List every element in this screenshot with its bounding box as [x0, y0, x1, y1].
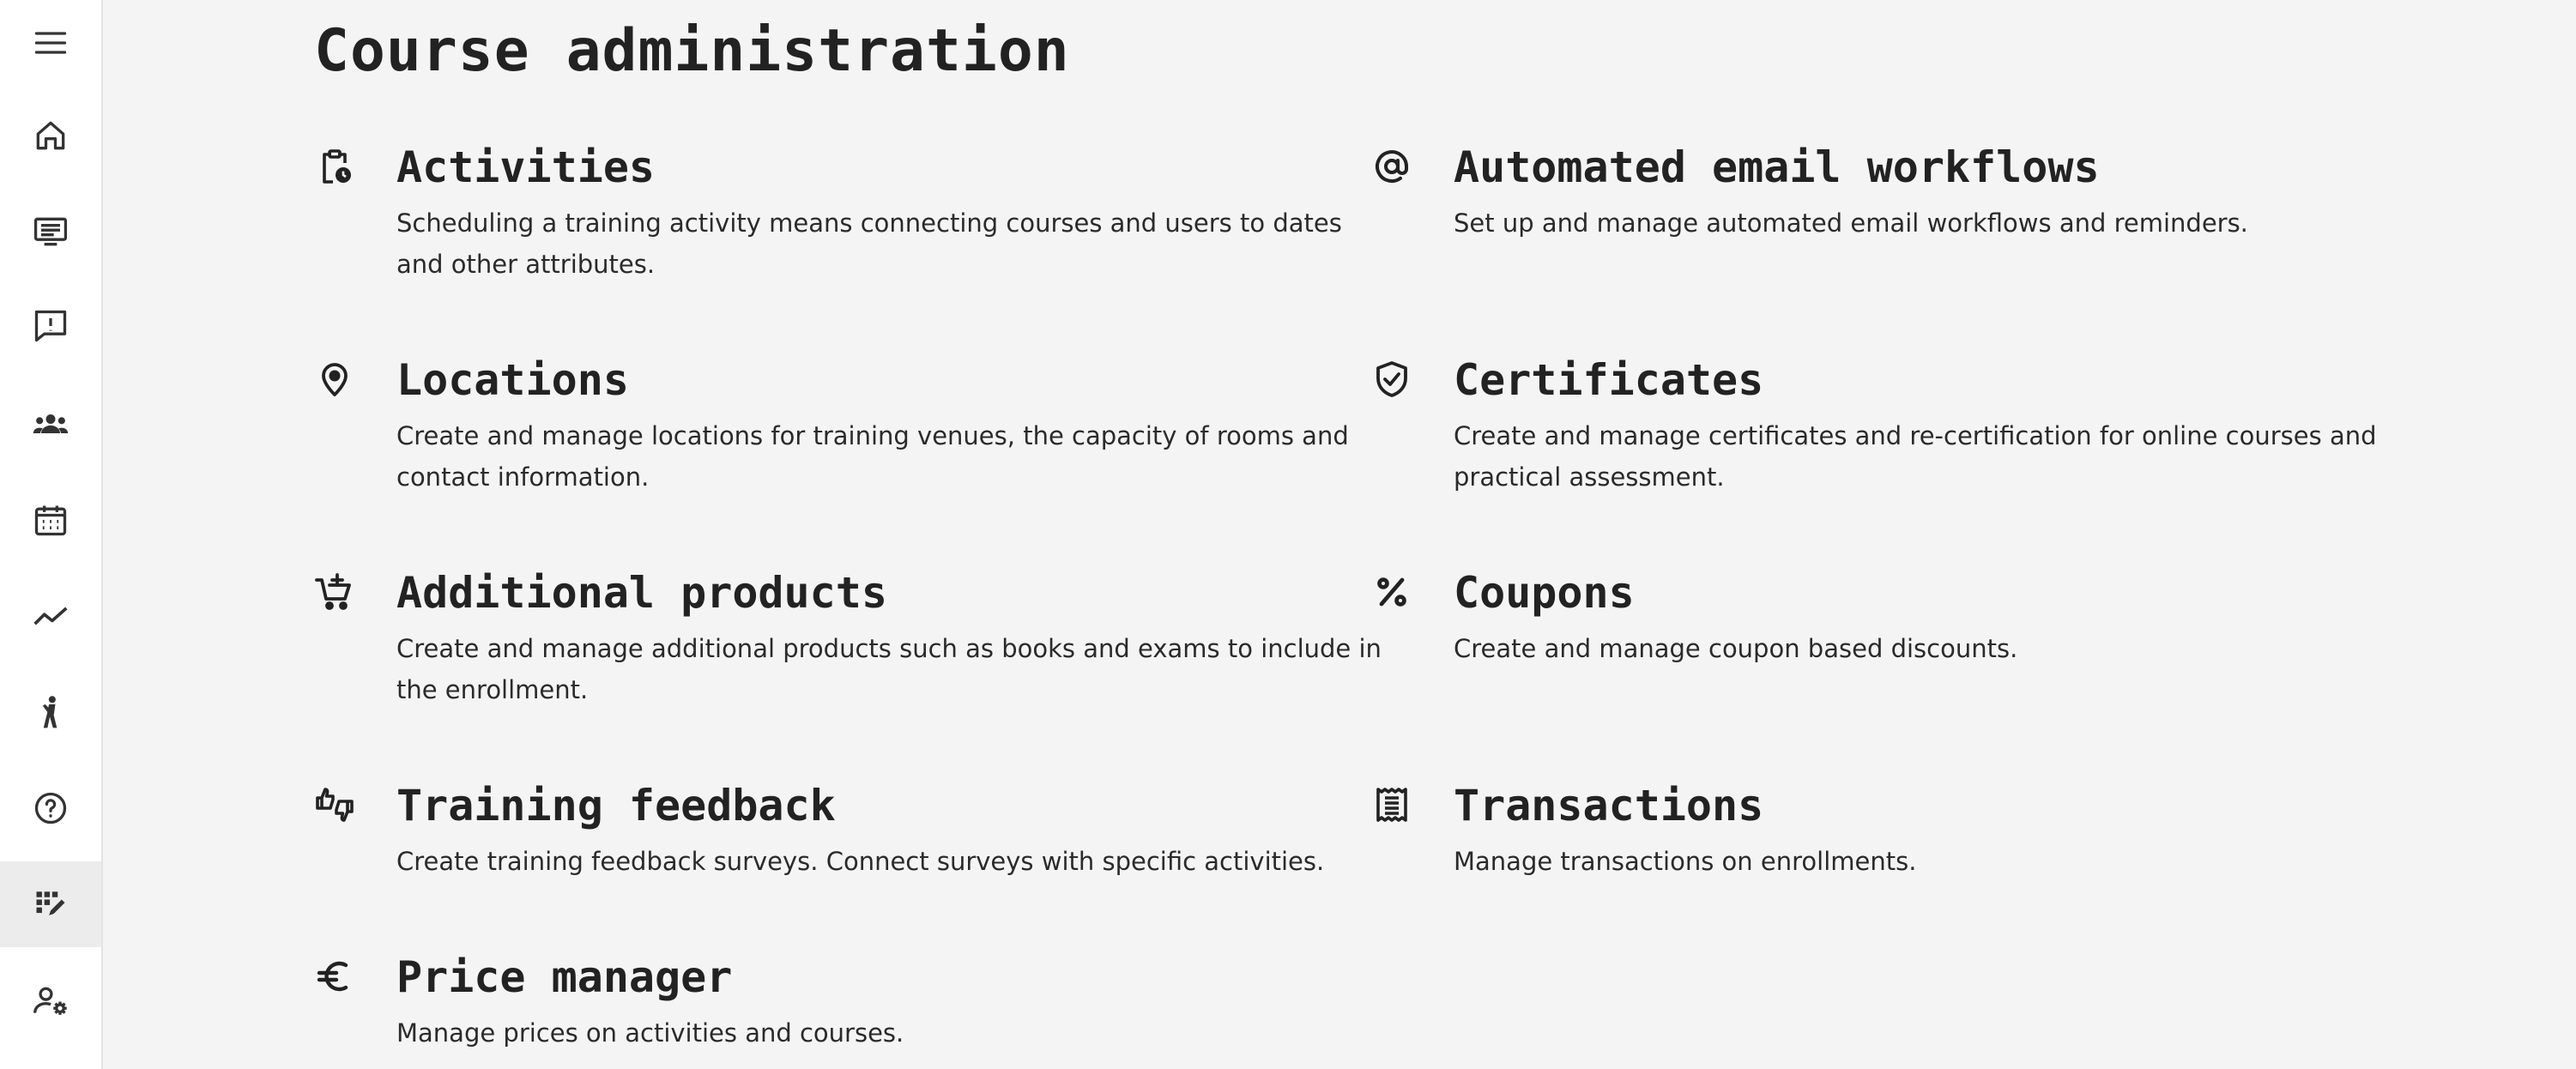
- page-title: Course administration: [314, 17, 1070, 85]
- card-description: Create and manage locations for training venues, the capacity of rooms and contact information.: [396, 421, 1349, 492]
- location-pin-icon: [314, 359, 355, 400]
- cart-add-icon: [314, 571, 355, 613]
- card-description: Create and manage additional products such as books and exams to include in the enrollment.: [396, 634, 1382, 704]
- card-title: Training feedback: [396, 781, 836, 830]
- help-icon: [32, 789, 70, 827]
- card-description: Create and manage certificates and re-certification for online courses and practical assessment.: [1454, 421, 2377, 492]
- shield-check-icon: [1371, 359, 1412, 400]
- user-settings-icon: [32, 981, 70, 1019]
- menu-icon: [32, 24, 70, 62]
- course-admin-icon: [32, 885, 70, 923]
- receipt-icon: [1371, 784, 1412, 825]
- at-sign-icon: [1371, 146, 1412, 187]
- card-title: Activities: [396, 142, 656, 192]
- courses-icon: [32, 213, 70, 251]
- sidebar-item-course-administration[interactable]: [0, 861, 101, 947]
- feedback-icon: [32, 307, 70, 345]
- card-description: Scheduling a training activity means connecting courses and users to dates and other attributes.: [396, 208, 1342, 279]
- sidebar-item-menu[interactable]: [0, 0, 101, 86]
- percent-icon: [1371, 571, 1412, 613]
- clipboard-clock-icon: [314, 146, 355, 187]
- calendar-icon: [32, 501, 70, 539]
- sidebar-item-settings[interactable]: [0, 957, 101, 1043]
- home-icon: [32, 117, 70, 154]
- card-title: Automated email workflows: [1454, 142, 2100, 192]
- reports-icon: [32, 597, 70, 635]
- sidebar-item-learner[interactable]: [0, 669, 101, 755]
- sidebar-item-home[interactable]: [0, 93, 101, 178]
- card-description: Set up and manage automated email workflows and reminders.: [1454, 208, 2248, 238]
- main-content: [314, 0, 2576, 1069]
- sidebar-item-help[interactable]: [0, 765, 101, 851]
- card-description: Create training feedback surveys. Connect surveys with specific activities.: [396, 847, 1325, 876]
- sidebar-item-calendar[interactable]: [0, 477, 101, 563]
- card-title: Price manager: [396, 952, 733, 1002]
- sidebar-item-users[interactable]: [0, 381, 101, 467]
- card-description: Create and manage coupon based discounts.: [1454, 634, 2018, 663]
- sidebar-item-feedback[interactable]: [0, 283, 101, 369]
- card-description: Manage prices on activities and courses.: [396, 1018, 904, 1048]
- thumbs-up-down-icon: [314, 784, 355, 825]
- person-icon: [32, 693, 70, 731]
- card-title: Locations: [396, 355, 629, 405]
- card-title: Transactions: [1454, 781, 1764, 830]
- card-description: Manage transactions on enrollments.: [1454, 847, 1917, 876]
- sidebar: [0, 0, 103, 1069]
- sidebar-item-reports[interactable]: [0, 573, 101, 659]
- card-title: Additional products: [396, 568, 887, 618]
- card-title: Coupons: [1454, 568, 1635, 618]
- users-icon: [32, 405, 70, 443]
- sidebar-item-courses[interactable]: [0, 189, 101, 275]
- card-title: Certificates: [1454, 355, 1764, 405]
- euro-icon: [314, 956, 355, 997]
